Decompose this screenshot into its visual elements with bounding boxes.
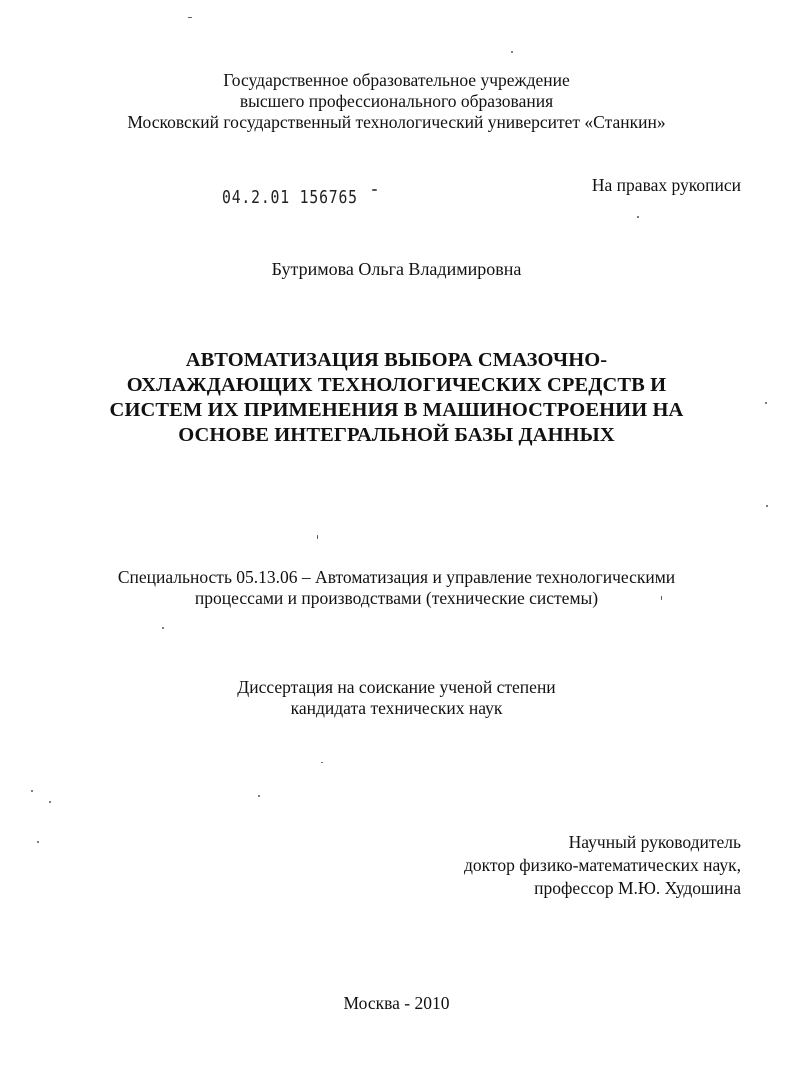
specialty-line-1: Специальность 05.13.06 – Автоматизация и управление технологическими (117, 567, 676, 587)
thesis-title-line-2: ОХЛАЖДАЮЩИХ ТЕХНОЛОГИЧЕСКИХ СРЕДСТВ И (126, 374, 667, 396)
supervisor-line-1: Научный руководитель (568, 832, 741, 852)
scan-speck (661, 596, 662, 600)
supervisor-line-3: профессор М.Ю. Худошина (534, 878, 741, 898)
place-year: Москва - 2010 (343, 993, 450, 1013)
scan-speck (637, 216, 639, 218)
scan-speck (188, 17, 192, 18)
supervisor-line-2: доктор физико-математических наук, (464, 855, 741, 875)
scan-speck (321, 762, 323, 763)
scan-speck (37, 841, 39, 843)
degree-line-2: кандидата технических наук (290, 698, 503, 718)
scan-speck (766, 505, 768, 507)
scan-speck (49, 801, 51, 803)
scan-speck (765, 402, 767, 404)
scan-speck (317, 535, 318, 539)
author-name: Бутримова Ольга Владимировна (271, 259, 522, 279)
institution-line-2: высшего профессионального образования (239, 91, 554, 111)
degree-line-1: Диссертация на соискание ученой степени (237, 677, 556, 697)
rights-notice: На правах рукописи (591, 175, 741, 195)
specialty-line-2: процессами и производствами (технические системы) (194, 588, 599, 608)
institution-line-3: Московский государственный технологический университет «Станкин» (127, 112, 666, 132)
scan-speck (31, 790, 33, 792)
stamp-mark (372, 189, 377, 191)
scan-speck (258, 795, 260, 797)
registry-stamp: 04.2.01 156765 (222, 187, 358, 208)
scan-speck (162, 627, 164, 629)
scan-speck (511, 51, 513, 53)
thesis-title-line-1: АВТОМАТИЗАЦИЯ ВЫБОРА СМАЗОЧНО- (185, 349, 608, 371)
institution-line-1: Государственное образовательное учреждение (223, 70, 570, 90)
thesis-title-line-3: СИСТЕМ ИХ ПРИМЕНЕНИЯ В МАШИНОСТРОЕНИИ НА (109, 399, 684, 421)
thesis-title-line-4: ОСНОВЕ ИНТЕГРАЛЬНОЙ БАЗЫ ДАННЫХ (178, 424, 615, 446)
